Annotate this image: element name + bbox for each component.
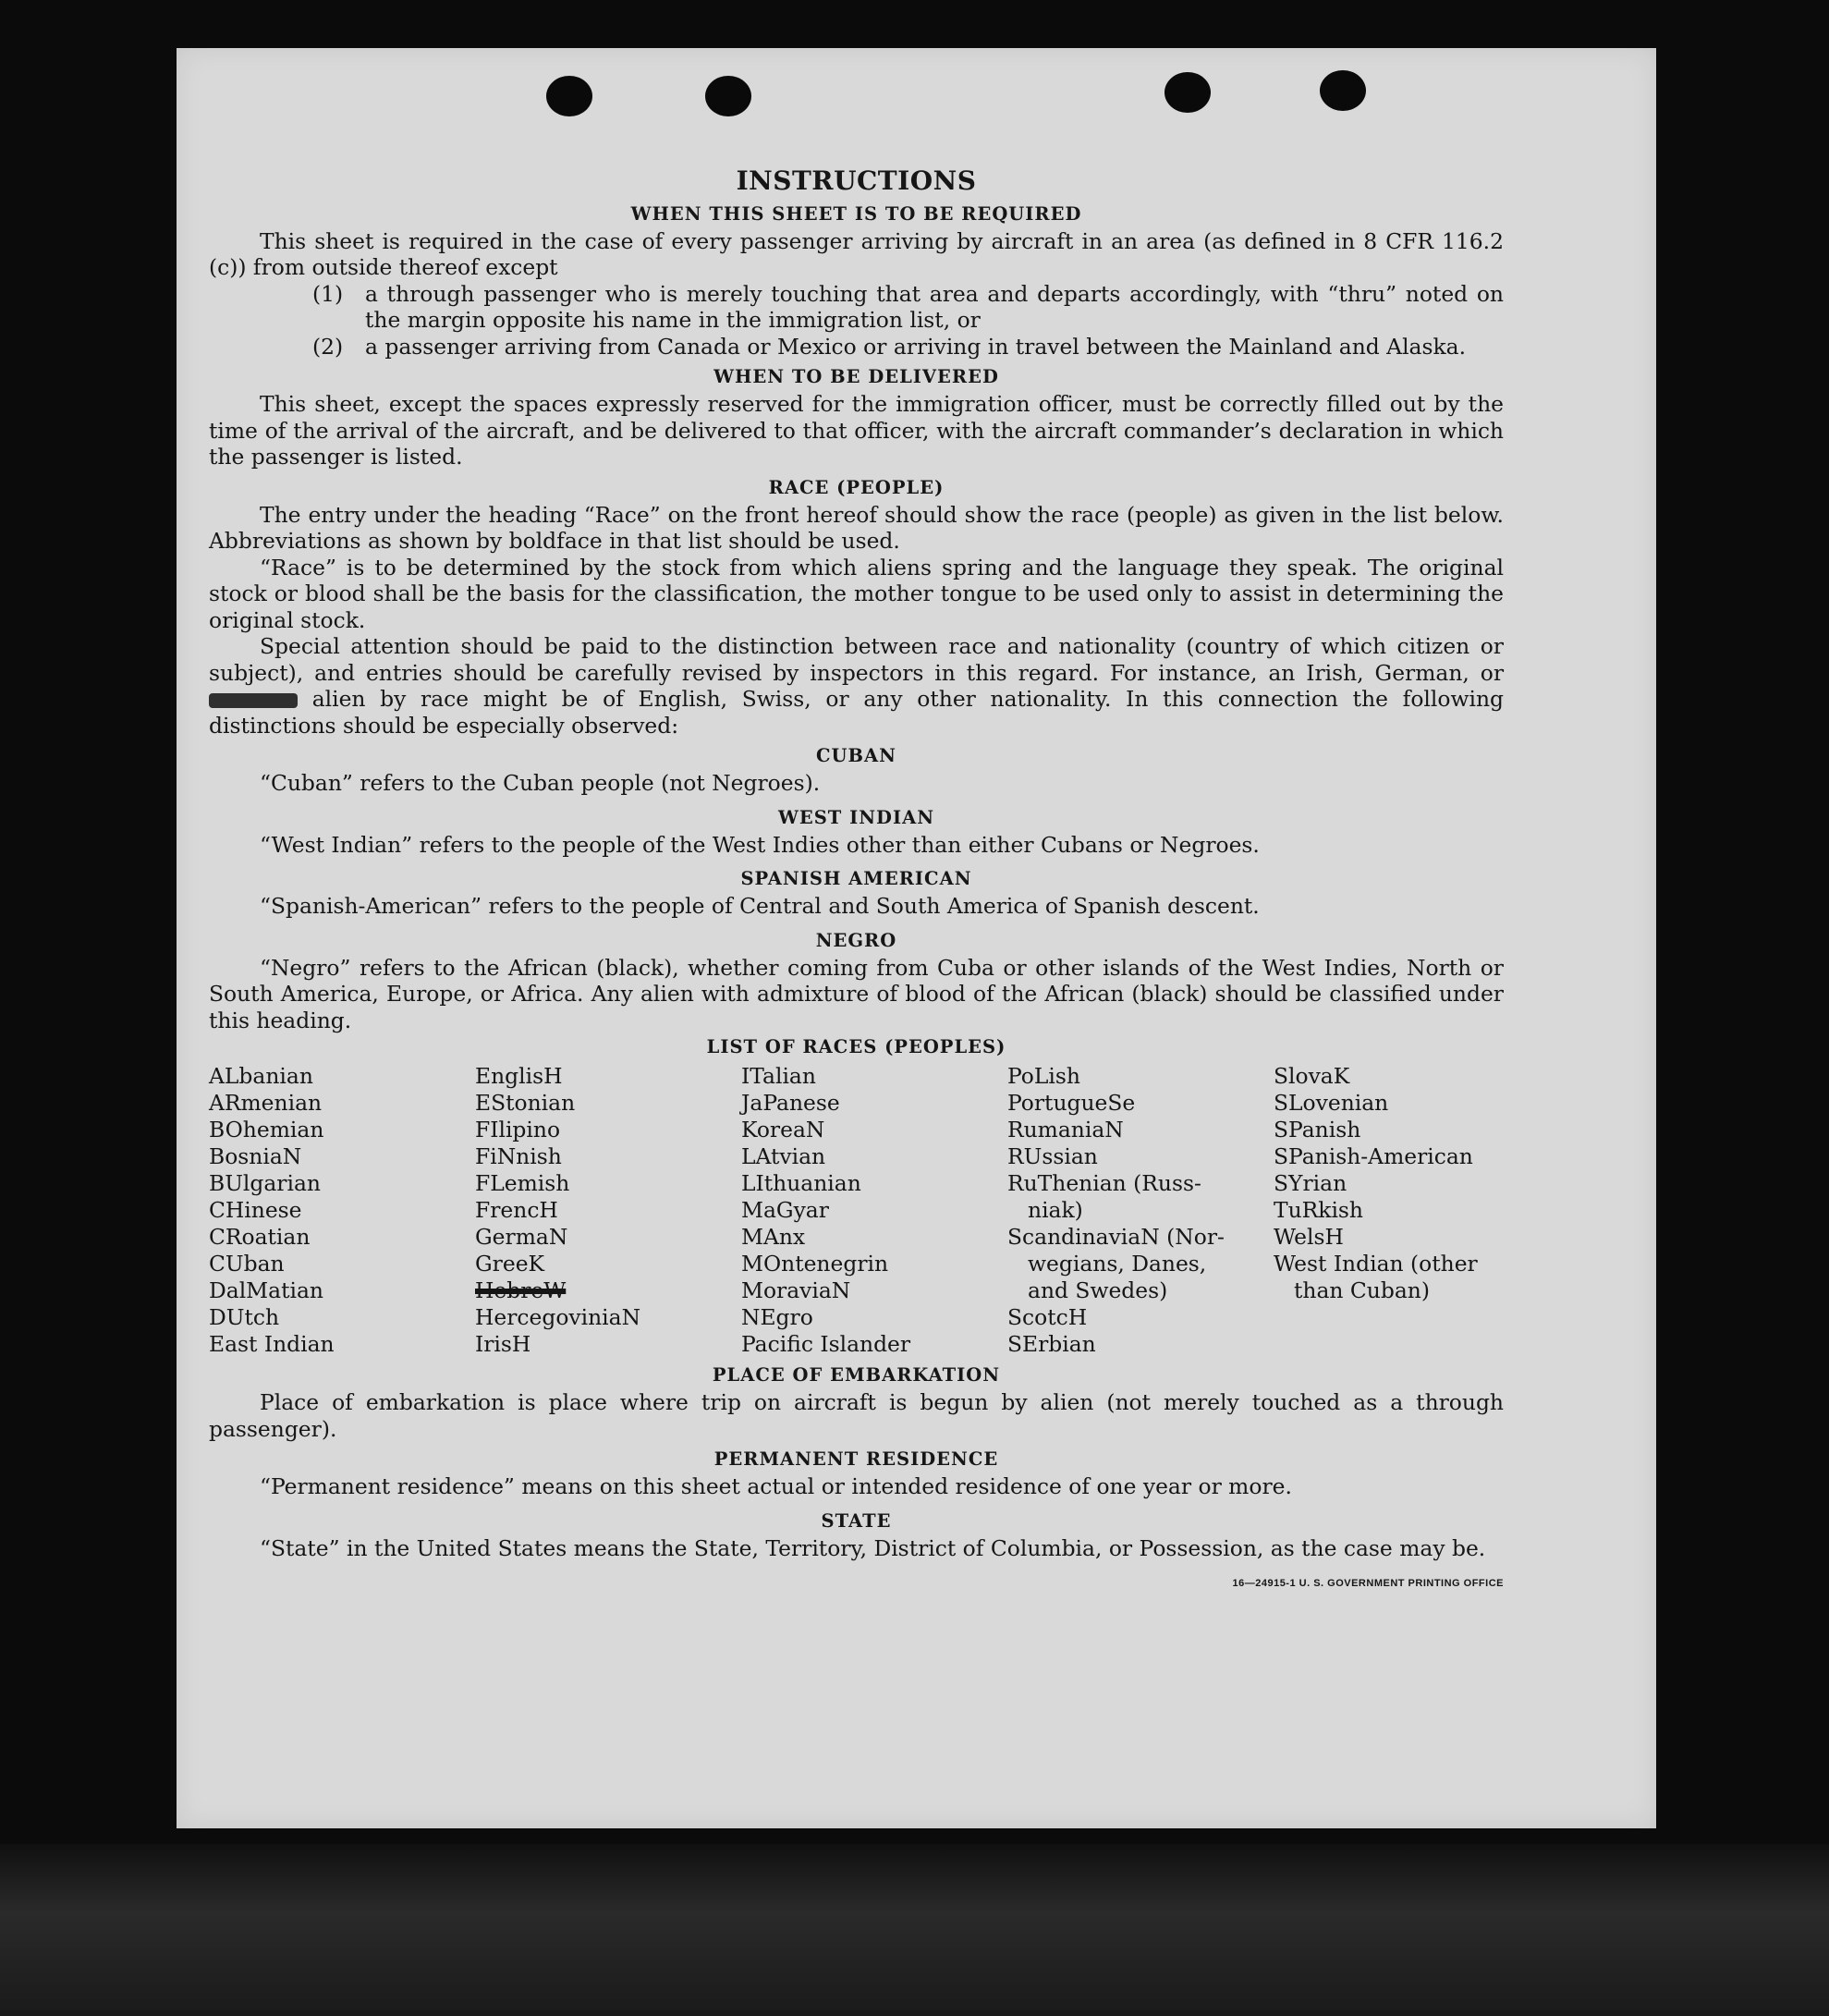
- page-title: INSTRUCTIONS: [736, 165, 977, 196]
- race-item: MAnx: [741, 1224, 806, 1250]
- paragraph: “West Indian” refers to the people of the West Indies other than either Cubans or Negroes.: [260, 831, 1260, 858]
- instructions-content: [209, 165, 1504, 1589]
- section-heading: RACE (PEOPLE): [768, 476, 945, 498]
- race-column-2: [475, 1063, 741, 1358]
- paragraph: [209, 633, 1504, 739]
- race-item: ScandinaviaN (Nor-: [1007, 1224, 1225, 1250]
- race-item: GermaN: [475, 1224, 568, 1250]
- list-item: [209, 281, 1504, 334]
- race-item: ITalian: [741, 1063, 816, 1089]
- section-heading: STATE: [821, 1509, 892, 1532]
- item-number: (1): [312, 280, 344, 307]
- paragraph-part: Special attention should be paid to the distinction between race and nationality (country of which citizen or subject), and entries should be carefully revised by inspectors in this regard. For instance, an Irish, German, or: [209, 633, 1504, 686]
- race-item-continued: niak): [1028, 1197, 1083, 1223]
- race-item: BosniaN: [209, 1143, 302, 1169]
- race-item: SErbian: [1007, 1331, 1096, 1357]
- race-column-5: [1274, 1063, 1504, 1358]
- race-item: BOhemian: [209, 1117, 324, 1142]
- race-item: FiNnish: [475, 1143, 562, 1169]
- race-item: JaPanese: [741, 1090, 840, 1116]
- section-heading: WHEN THIS SHEET IS TO BE REQUIRED: [630, 202, 1082, 225]
- race-column-1: [209, 1063, 475, 1358]
- race-item: CHinese: [209, 1197, 302, 1223]
- race-item: DUtch: [209, 1304, 280, 1330]
- race-item: WelsH: [1274, 1224, 1344, 1250]
- paragraph: This sheet, except the spaces expressly reserved for the immigration officer, must be correctly filled out by the time of the arrival of the aircraft, and be delivered to that officer, with the aircraft commander’s declaration in which the passenger is listed.: [209, 391, 1504, 470]
- section-heading: SPANISH AMERICAN: [740, 868, 972, 889]
- race-item: LIthuanian: [741, 1170, 861, 1196]
- item-text: a through passenger who is merely touching that area and departs accordingly, with “thru” noted on the margin opposite his name in the immigration list, or: [365, 280, 1504, 333]
- race-item: ALbanian: [209, 1063, 313, 1089]
- race-item-continued: wegians, Danes,: [1028, 1251, 1207, 1277]
- punch-hole: [705, 76, 751, 116]
- punch-hole: [1320, 70, 1366, 111]
- race-item: HebreW: [475, 1277, 567, 1303]
- race-item: EnglisH: [475, 1063, 563, 1089]
- redaction-mark: [209, 693, 298, 708]
- race-item: RuThenian (Russ-: [1007, 1170, 1201, 1196]
- race-item: KoreaN: [741, 1117, 825, 1142]
- punch-hole: [1164, 72, 1211, 113]
- race-column-4: [1007, 1063, 1274, 1358]
- race-item: SLovenian: [1274, 1090, 1389, 1116]
- race-item: IrisH: [475, 1331, 531, 1357]
- race-item: BUlgarian: [209, 1170, 321, 1196]
- race-item: DalMatian: [209, 1277, 323, 1303]
- race-item: EStonian: [475, 1090, 576, 1116]
- race-item: FLemish: [475, 1170, 570, 1196]
- race-item: TuRkish: [1274, 1197, 1364, 1223]
- race-item: PortugueSe: [1007, 1090, 1136, 1116]
- race-item-continued: and Swedes): [1028, 1277, 1168, 1303]
- paragraph: “Spanish-American” refers to the people of Central and South America of Spanish descent.: [260, 893, 1260, 919]
- race-item: SPanish-American: [1274, 1143, 1473, 1169]
- race-item: CRoatian: [209, 1224, 311, 1250]
- race-item: West Indian (other: [1274, 1251, 1478, 1277]
- race-item: SlovaK: [1274, 1063, 1350, 1089]
- race-item: RUssian: [1007, 1143, 1098, 1169]
- race-item: MOntenegrin: [741, 1251, 889, 1277]
- paragraph: “State” in the United States means the State, Territory, District of Columbia, or Possession, as the case may be.: [260, 1534, 1486, 1561]
- paragraph: This sheet is required in the case of every passenger arriving by aircraft in an area (as defined in 8 CFR 116.2 (c)) from outside thereof except: [209, 227, 1504, 280]
- race-item: ARmenian: [209, 1090, 323, 1116]
- race-item: MaGyar: [741, 1197, 829, 1223]
- section-heading: PLACE OF EMBARKATION: [712, 1364, 1001, 1386]
- punch-hole: [546, 76, 592, 116]
- paragraph: Place of embarkation is place where trip on aircraft is begun by alien (not merely touched as a through passenger).: [209, 1389, 1504, 1442]
- race-item: ScotcH: [1007, 1304, 1088, 1330]
- race-item: GreeK: [475, 1251, 545, 1277]
- race-item: MoraviaN: [741, 1277, 851, 1303]
- paragraph: “Permanent residence” means on this sheet actual or intended residence of one year or more.: [260, 1473, 1292, 1499]
- race-item: PoLish: [1007, 1063, 1080, 1089]
- section-heading: WHEN TO BE DELIVERED: [713, 366, 999, 387]
- race-item: HercegoviniaN: [475, 1304, 641, 1330]
- race-item: LAtvian: [741, 1143, 826, 1169]
- paragraph: “Negro” refers to the African (black), whether coming from Cuba or other islands of the West Indies, North or South America, Europe, or Africa. Any alien with admixture of blood of the African (black) should be classified under this heading.: [209, 954, 1504, 1033]
- race-item: FIlipino: [475, 1117, 561, 1142]
- paragraph: The entry under the heading “Race” on the front hereof should show the race (people) as given in the list below. Abbreviations as shown by boldface in that list should be used.: [209, 501, 1504, 554]
- race-item-continued: than Cuban): [1294, 1277, 1430, 1303]
- paragraph: “Cuban” refers to the Cuban people (not Negroes).: [260, 770, 821, 796]
- race-list: [209, 1063, 1504, 1358]
- scan-background: [0, 1844, 1829, 2016]
- paragraph: “Race” is to be determined by the stock from which aliens spring and the language they speak. The original stock or blood shall be the basis for the classification, the mother tongue to be used only to assist in determining the original stock.: [209, 554, 1504, 633]
- race-column-3: [741, 1063, 1007, 1358]
- list-item: [209, 334, 1504, 360]
- race-item: SPanish: [1274, 1117, 1361, 1142]
- document-sheet: [177, 48, 1656, 1828]
- race-item: SYrian: [1274, 1170, 1347, 1196]
- item-text: a passenger arriving from Canada or Mexico or arriving in travel between the Mainland and Alaska.: [365, 333, 1467, 360]
- print-code: 16—24915-1 U. S. GOVERNMENT PRINTING OFFICE: [1232, 1577, 1504, 1589]
- section-heading: WEST INDIAN: [777, 806, 935, 828]
- race-item: Pacific Islander: [741, 1331, 911, 1357]
- race-item: East Indian: [209, 1331, 335, 1357]
- race-item: NEgro: [741, 1304, 813, 1330]
- item-number: (2): [312, 333, 344, 360]
- section-heading: LIST OF RACES (PEOPLES): [706, 1036, 1006, 1057]
- section-heading: CUBAN: [816, 745, 896, 766]
- final-paragraph-wrap: [209, 1534, 1504, 1589]
- paragraph-part: alien by race might be of English, Swiss, or any other nationality. In this connection the following distinctions should be especially observed:: [209, 686, 1504, 739]
- section-heading: NEGRO: [815, 929, 897, 951]
- race-item: FrencH: [475, 1197, 558, 1223]
- race-item: RumaniaN: [1007, 1117, 1124, 1142]
- section-heading: PERMANENT RESIDENCE: [713, 1448, 999, 1470]
- race-item: CUban: [209, 1251, 285, 1277]
